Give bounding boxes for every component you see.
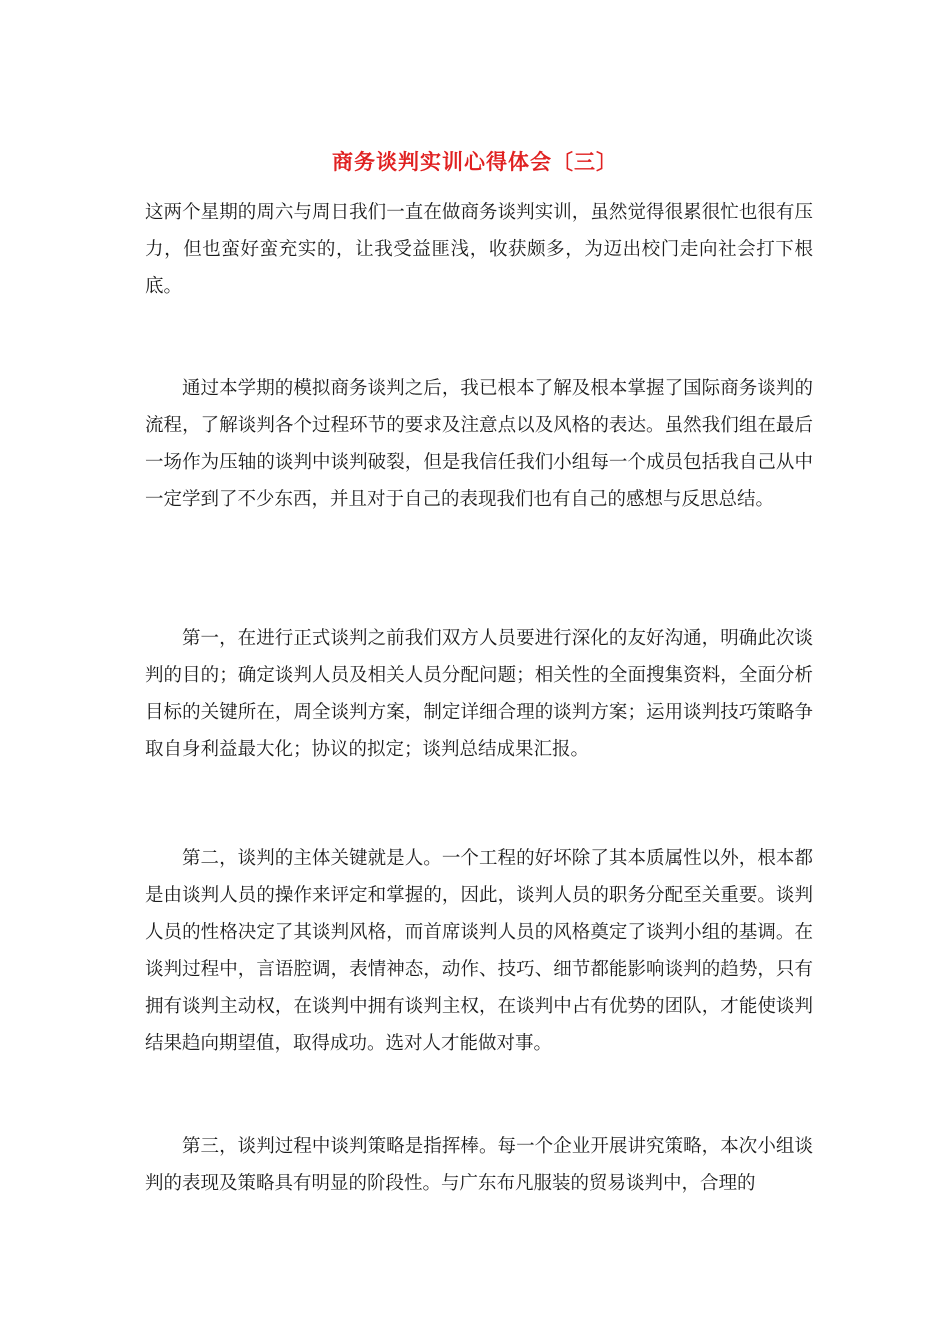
paragraph-point-one: 第一，在进行正式谈判之前我们双方人员要进行深化的友好沟通，明确此次谈判的目的；确定谈判人员及相关人员分配问题；相关性的全面搜集资料，全面分析目标的关键所在，周全谈判方案，制定详细合理的谈判方案；运用谈判技巧策略争取自身利益最大化；协议的拟定；谈判总结成果汇报。 [145,628,813,760]
paragraph-point-three: 第三，谈判过程中谈判策略是指挥棒。每一个企业开展讲究策略，本次小组谈判的表现及策略具有明显的阶段性。与广东布凡服装的贸易谈判中，合理的 [145,1136,813,1194]
paragraph-intro: 这两个星期的周六与周日我们一直在做商务谈判实训，虽然觉得很累很忙也很有压力，但也蛮好蛮充实的，让我受益匪浅，收获颇多，为迈出校门走向社会打下根底。 [145,202,813,297]
paragraph-summary: 通过本学期的模拟商务谈判之后，我已根本了解及根本掌握了国际商务谈判的流程，了解谈判各个过程环节的要求及注意点以及风格的表达。虽然我们组在最后一场作为压轴的谈判中谈判破裂，但是我信任我们小组每一个成员包括我自己从中一定学到了不少东西，并且对于自己的表现我们也有自己的感想与反思总结。 [145,378,813,510]
document-title: 商务谈判实训心得体会〔三〕 [332,149,618,174]
paragraph-point-two: 第二，谈判的主体关键就是人。一个工程的好坏除了其本质属性以外，根本都是由谈判人员的操作来评定和掌握的，因此，谈判人员的职务分配至关重要。谈判人员的性格决定了其谈判风格，而首席谈判人员的风格奠定了谈判小组的基调。在谈判过程中，言语腔调，表情神态，动作、技巧、细节都能影响谈判的趋势，只有拥有谈判主动权，在谈判中拥有谈判主权，在谈判中占有优势的团队，才能使谈判结果趋向期望值，取得成功。选对人才能做对事。 [145,848,813,1054]
